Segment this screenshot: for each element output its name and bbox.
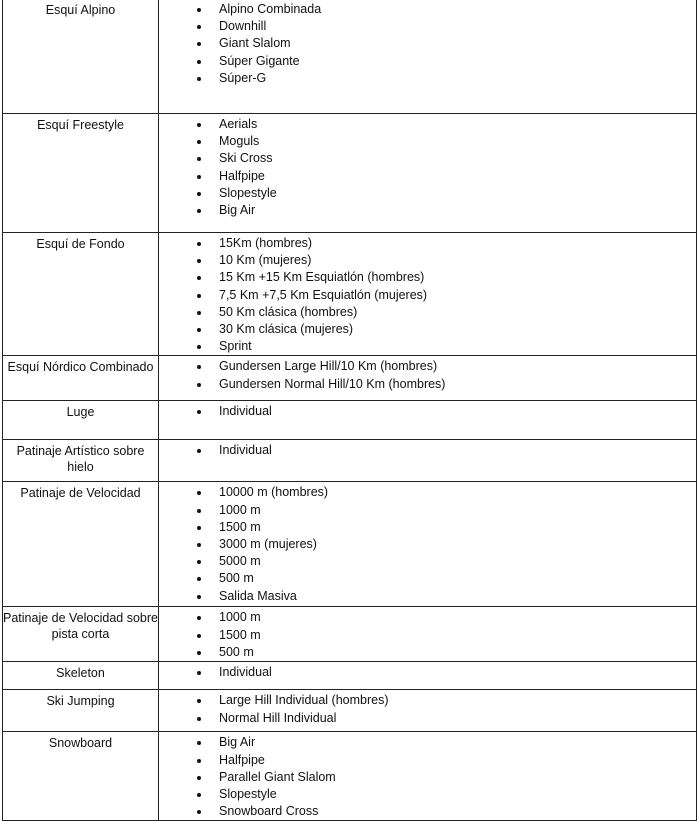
table-row bbox=[3, 0, 697, 114]
event-item: Individual bbox=[195, 664, 696, 681]
event-item: Halfpipe bbox=[195, 752, 696, 769]
events-cell bbox=[159, 440, 697, 482]
events-list bbox=[195, 484, 696, 604]
table-row bbox=[3, 607, 697, 662]
sport-name: Esquí de Fondo bbox=[3, 233, 159, 356]
event-item: Halfpipe bbox=[195, 168, 696, 185]
events-list bbox=[195, 734, 696, 820]
table-row bbox=[3, 233, 697, 356]
event-item: 30 Km clásica (mujeres) bbox=[195, 321, 696, 338]
sport-name: Skeleton bbox=[3, 662, 159, 690]
table-row bbox=[3, 732, 697, 821]
sport-name: Snowboard bbox=[3, 732, 159, 821]
events-cell bbox=[159, 0, 697, 114]
event-item: 1000 m bbox=[195, 609, 696, 626]
table-row bbox=[3, 356, 697, 401]
sport-name: Patinaje Artístico sobre hielo bbox=[3, 440, 159, 482]
table-row bbox=[3, 114, 697, 233]
events-list bbox=[195, 1, 696, 87]
events-list bbox=[195, 116, 696, 219]
event-item: Large Hill Individual (hombres) bbox=[195, 692, 696, 709]
event-item: Normal Hill Individual bbox=[195, 710, 696, 727]
events-cell bbox=[159, 401, 697, 440]
table-row bbox=[3, 482, 697, 607]
event-item: 15 Km +15 Km Esquiatlón (hombres) bbox=[195, 269, 696, 286]
event-item: Salida Masiva bbox=[195, 588, 696, 605]
sport-name: Esquí Alpino bbox=[3, 0, 159, 114]
event-item: Slopestyle bbox=[195, 185, 696, 202]
event-item: 15Km (hombres) bbox=[195, 235, 696, 252]
event-item: Individual bbox=[195, 442, 696, 459]
sport-name: Esquí Nórdico Combinado bbox=[3, 356, 159, 401]
table-row bbox=[3, 401, 697, 440]
event-item: Big Air bbox=[195, 734, 696, 751]
events-cell bbox=[159, 607, 697, 662]
event-item: Slopestyle bbox=[195, 786, 696, 803]
events-list bbox=[195, 403, 696, 420]
event-item: 500 m bbox=[195, 644, 696, 661]
events-list bbox=[195, 358, 696, 392]
event-item: 50 Km clásica (hombres) bbox=[195, 304, 696, 321]
event-item: Parallel Giant Slalom bbox=[195, 769, 696, 786]
event-item: 5000 m bbox=[195, 553, 696, 570]
event-item: Sprint bbox=[195, 338, 696, 355]
event-item: 3000 m (mujeres) bbox=[195, 536, 696, 553]
table-row bbox=[3, 690, 697, 732]
events-cell bbox=[159, 482, 697, 607]
event-item: Giant Slalom bbox=[195, 35, 696, 52]
event-item: 500 m bbox=[195, 570, 696, 587]
events-list bbox=[195, 442, 696, 459]
events-cell bbox=[159, 662, 697, 690]
event-item: 1500 m bbox=[195, 519, 696, 536]
event-item: Aerials bbox=[195, 116, 696, 133]
event-item: Alpino Combinada bbox=[195, 1, 696, 18]
events-list bbox=[195, 692, 696, 726]
event-item: Gundersen Large Hill/10 Km (hombres) bbox=[195, 358, 696, 375]
events-cell bbox=[159, 356, 697, 401]
event-item: Downhill bbox=[195, 18, 696, 35]
events-cell bbox=[159, 732, 697, 821]
event-item: Ski Cross bbox=[195, 150, 696, 167]
event-item: Snowboard Cross bbox=[195, 803, 696, 820]
event-item: Individual bbox=[195, 403, 696, 420]
event-item: 7,5 Km +7,5 Km Esquiatlón (mujeres) bbox=[195, 287, 696, 304]
sport-name: Esquí Freestyle bbox=[3, 114, 159, 233]
events-cell bbox=[159, 690, 697, 732]
event-item: Gundersen Normal Hill/10 Km (hombres) bbox=[195, 376, 696, 393]
table-row bbox=[3, 440, 697, 482]
event-item: Big Air bbox=[195, 202, 696, 219]
events-cell bbox=[159, 233, 697, 356]
sport-name: Patinaje de Velocidad bbox=[3, 482, 159, 607]
event-item: 10 Km (mujeres) bbox=[195, 252, 696, 269]
sport-name: Patinaje de Velocidad sobre pista corta bbox=[3, 607, 159, 662]
table-row bbox=[3, 662, 697, 690]
event-item: Súper Gigante bbox=[195, 53, 696, 70]
events-list bbox=[195, 664, 696, 681]
sports-events-table bbox=[2, 0, 697, 821]
sport-name: Luge bbox=[3, 401, 159, 440]
events-list bbox=[195, 609, 696, 661]
sport-name: Ski Jumping bbox=[3, 690, 159, 732]
event-item: 1500 m bbox=[195, 627, 696, 644]
event-item: Súper-G bbox=[195, 70, 696, 87]
event-item: Moguls bbox=[195, 133, 696, 150]
event-item: 10000 m (hombres) bbox=[195, 484, 696, 501]
events-list bbox=[195, 235, 696, 355]
events-cell bbox=[159, 114, 697, 233]
event-item: 1000 m bbox=[195, 502, 696, 519]
